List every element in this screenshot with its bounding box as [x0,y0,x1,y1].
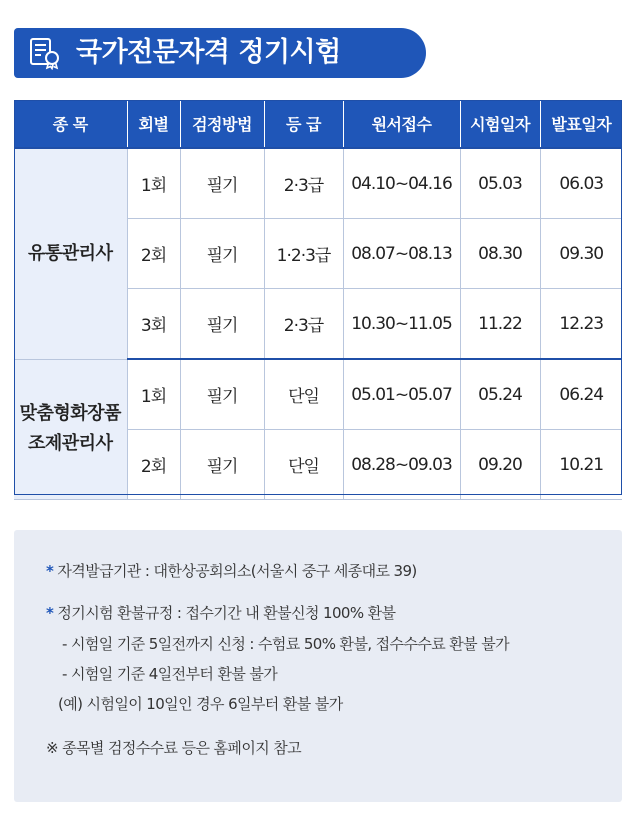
refund-title-note [46,602,395,623]
exam-date-cell: 09.20 [460,430,540,500]
fee-note-text: 종목별 검정수수료 등은 홈페이지 참고 [62,739,302,757]
exam-date-cell: 08.30 [460,219,540,289]
grade-cell: 2·3급 [264,148,343,219]
header-grade: 등 급 [264,100,343,148]
refund-example: (예) 시험일이 10일인 경우 6일부터 환불 불가 [58,695,343,713]
table-row [14,148,622,219]
table-header-row [14,100,622,148]
exam-date-cell: 11.22 [460,289,540,360]
refund-item-2: - 시험일 기준 4일전부터 환불 불가 [62,665,278,683]
method-cell: 필기 [180,430,264,500]
page-title: 국가전문자격 정기시험 [76,37,341,68]
issuer-text: 자격발급기관 : 대한상공회의소(서울시 중구 세종대로 39) [57,562,417,580]
round-cell: 1회 [127,148,180,219]
application-cell: 05.01~05.07 [343,359,460,430]
application-cell: 08.28~09.03 [343,430,460,500]
refund-item-1: - 시험일 기준 5일전까지 신청 : 수험료 50% 환불, 접수수수료 환불 불가 [62,635,510,653]
round-cell: 2회 [127,430,180,500]
result-date-cell: 06.03 [540,148,622,219]
table-row [14,359,622,430]
result-date-cell: 09.30 [540,219,622,289]
method-cell: 필기 [180,219,264,289]
method-cell: 필기 [180,289,264,360]
exam-date-cell: 05.24 [460,359,540,430]
subject-cell: 유통관리사 [14,148,127,359]
fee-note [46,737,301,758]
header-result-date: 발표일자 [540,100,622,148]
method-cell: 필기 [180,359,264,430]
reference-mark: ※ [46,739,58,757]
header-subject: 종 목 [14,100,127,148]
exam-date-cell: 05.03 [460,148,540,219]
round-cell: 1회 [127,359,180,430]
grade-cell: 1·2·3급 [264,219,343,289]
result-date-cell: 06.24 [540,359,622,430]
exam-schedule-table [14,100,622,495]
round-cell: 2회 [127,219,180,289]
result-date-cell: 12.23 [540,289,622,360]
title-banner [14,28,426,78]
notes-box [14,530,622,802]
issuer-note [46,560,417,581]
grade-cell: 단일 [264,430,343,500]
subject-cell: 맞춤형화장품 조제관리사 [14,359,127,500]
header-exam-date: 시험일자 [460,100,540,148]
refund-title-text: 정기시험 환불규정 : 접수기간 내 환불신청 100% 환불 [57,604,396,622]
application-cell: 10.30~11.05 [343,289,460,360]
result-date-cell: 10.21 [540,430,622,500]
asterisk-marker: * [46,604,54,622]
method-cell: 필기 [180,148,264,219]
grade-cell: 단일 [264,359,343,430]
asterisk-marker: * [46,562,54,580]
round-cell: 3회 [127,289,180,360]
header-application: 원서접수 [343,100,460,148]
header-method: 검정방법 [180,100,264,148]
certificate-document-icon [28,36,62,70]
grade-cell: 2·3급 [264,289,343,360]
application-cell: 08.07~08.13 [343,219,460,289]
application-cell: 04.10~04.16 [343,148,460,219]
header-round: 회별 [127,100,180,148]
